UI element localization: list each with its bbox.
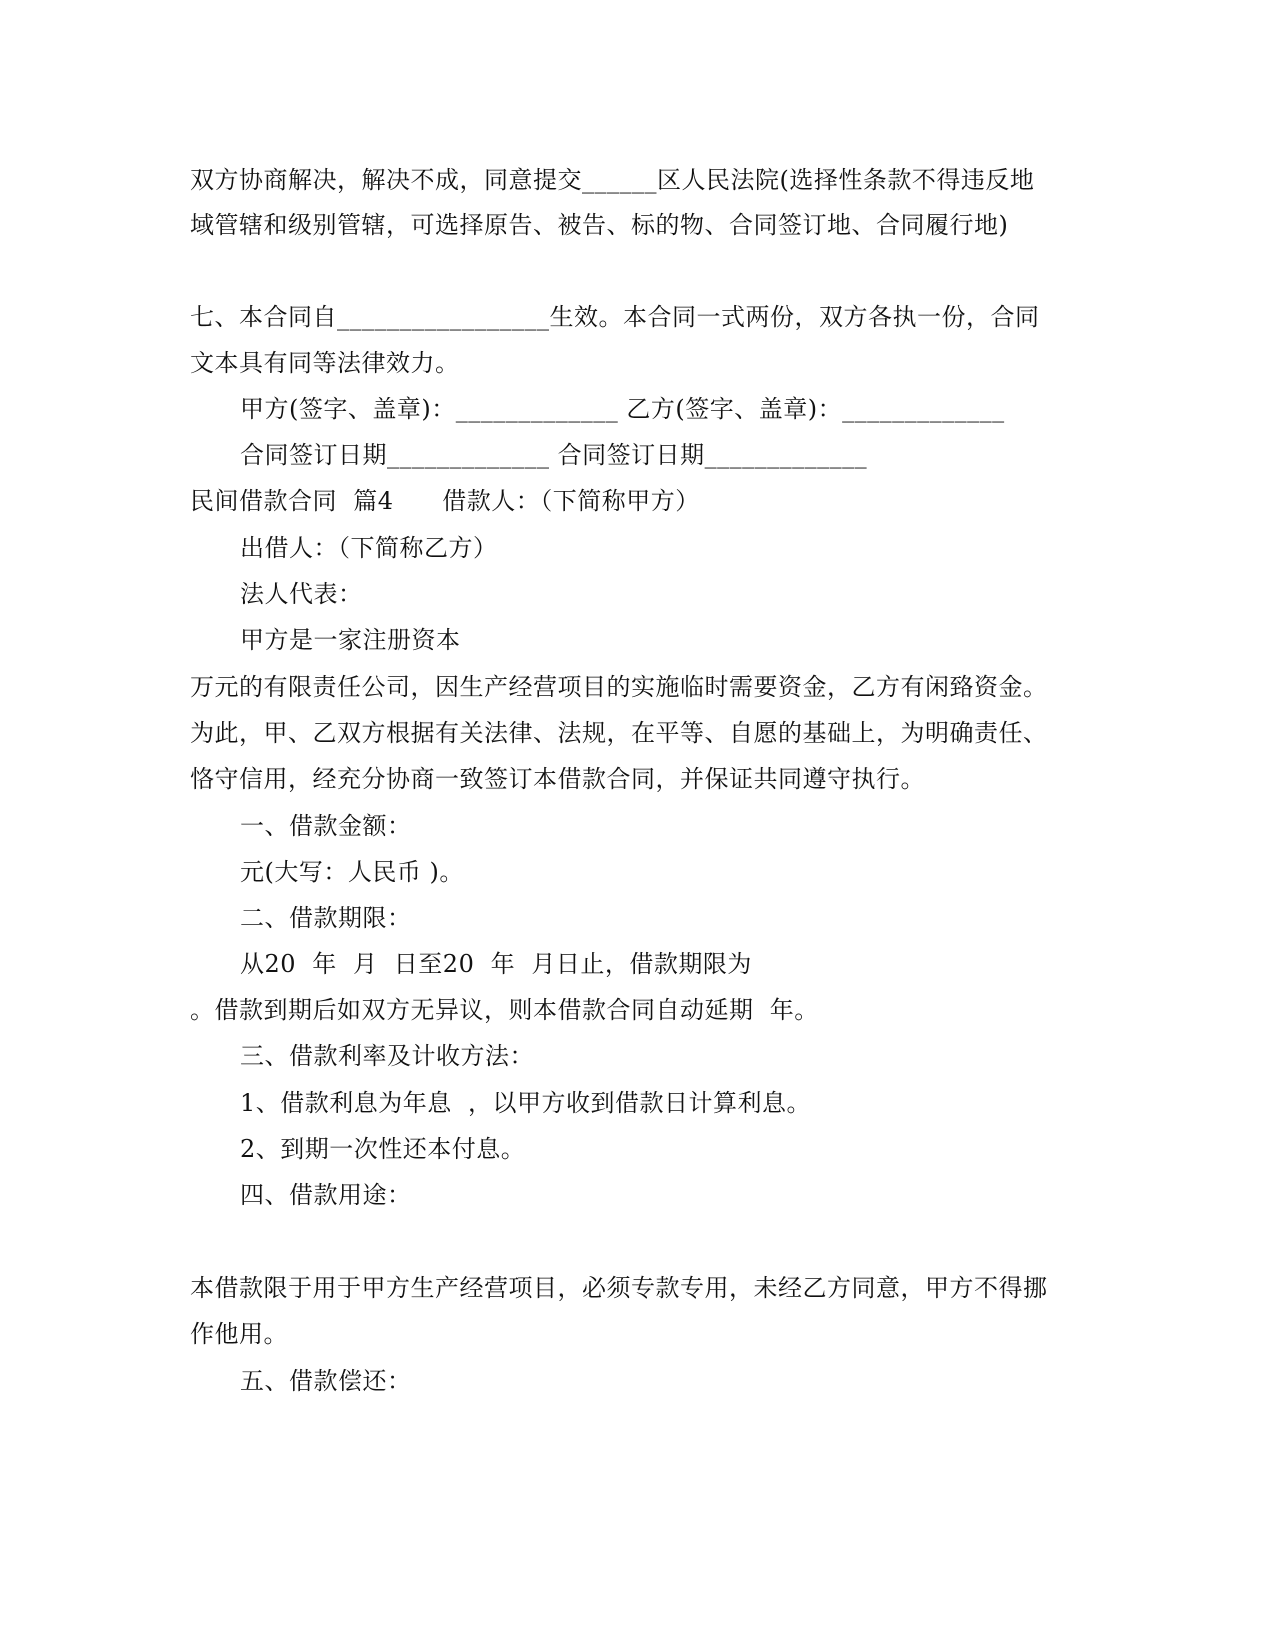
clause-seven-effective: 七、本合同自_________________生效。本合同一式两份，双方各执一份，合同 [190, 303, 1040, 331]
section-loan-term-heading: 二、借款期限： [240, 904, 412, 932]
loan-term-text: 从20 年 月 日至20 年 月日止，借款期限为 [240, 950, 752, 978]
signing-date-line: 合同签订日期_____________ 合同签订日期_____________ [240, 441, 868, 469]
text-line-legal-effect: 文本具有同等法律效力。 [190, 349, 460, 377]
loan-purpose-text-2: 作他用。 [190, 1320, 288, 1348]
loan-extension-text: 。借款到期后如双方无异议，则本借款合同自动延期 年。 [190, 996, 819, 1024]
section-interest-heading: 三、借款利率及计收方法： [240, 1042, 534, 1070]
registered-capital-line: 甲方是一家注册资本 [240, 626, 461, 654]
text-line-dispute-resolution: 双方协商解决，解决不成，同意提交______区人民法院(选择性条款不得违反地 [190, 166, 1035, 194]
preamble-line-1: 万元的有限责任公司，因生产经营项目的实施临时需要资金，乙方有闲臵资金。 [190, 673, 1048, 701]
lender-line: 出借人：（下简称乙方） [240, 534, 498, 562]
signature-line-parties: 甲方(签字、盖章)：_____________ 乙方(签字、盖章)：_____________ [240, 395, 1005, 423]
loan-purpose-text-1: 本借款限于用于甲方生产经营项目，必须专款专用，未经乙方同意，甲方不得挪 [190, 1274, 1048, 1302]
contract-title-article-4: 民间借款合同 篇4 借款人：（下简称甲方） [190, 487, 700, 515]
interest-item-2: 2、到期一次性还本付息。 [240, 1135, 526, 1163]
text-line-jurisdiction-note: 域管辖和级别管辖，可选择原告、被告、标的物、合同签订地、合同履行地) [190, 211, 1009, 239]
loan-amount-text: 元(大写：人民币 )。 [240, 858, 464, 886]
section-repayment-heading: 五、借款偿还： [240, 1367, 412, 1395]
preamble-line-3: 恪守信用，经充分协商一致签订本借款合同，并保证共同遵守执行。 [190, 765, 925, 793]
section-loan-purpose-heading: 四、借款用途： [240, 1181, 412, 1209]
legal-representative-line: 法人代表： [240, 580, 363, 608]
preamble-line-2: 为此，甲、乙双方根据有关法律、法规，在平等、自愿的基础上，为明确责任、 [190, 719, 1048, 747]
section-loan-amount-heading: 一、借款金额： [240, 812, 412, 840]
interest-item-1: 1、借款利息为年息 ，以甲方收到借款日计算利息。 [240, 1089, 812, 1117]
